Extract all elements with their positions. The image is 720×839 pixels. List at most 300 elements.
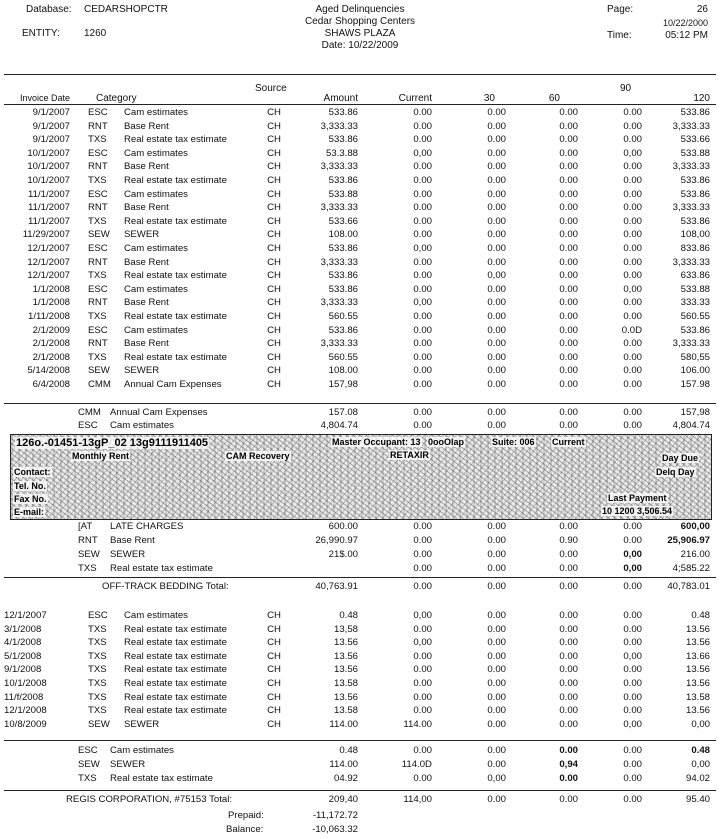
table-row bbox=[0, 243, 720, 256]
aging-120: 533.86 bbox=[680, 188, 710, 200]
current: 0,00 bbox=[413, 147, 432, 159]
table-row bbox=[0, 338, 720, 351]
current: 0.00 bbox=[413, 650, 432, 662]
current: 0.00 bbox=[413, 549, 432, 560]
col-90: 90 bbox=[620, 83, 632, 94]
source: CH bbox=[267, 229, 281, 241]
amount: 13.58 bbox=[333, 678, 358, 689]
aging-60: 0.00 bbox=[559, 283, 578, 295]
aging-90: 0.00 bbox=[623, 297, 642, 309]
aging-30: 0.00 bbox=[487, 678, 506, 689]
aging-90: 0.00 bbox=[623, 379, 642, 390]
amount: 13.56 bbox=[333, 637, 358, 649]
category-desc: Cam estimates bbox=[124, 610, 188, 621]
table-row bbox=[0, 624, 720, 637]
property-name: SHAWS PLAZA bbox=[324, 28, 396, 39]
scan-suite: Suite: 006 bbox=[492, 437, 535, 447]
category-code: RNT bbox=[88, 256, 108, 268]
current: 0.00 bbox=[413, 745, 432, 756]
table-row bbox=[0, 175, 720, 188]
invoice-date: 2/1/2008 bbox=[32, 351, 70, 363]
total-30: 0.00 bbox=[487, 581, 506, 592]
current: 0,00 bbox=[413, 610, 432, 621]
invoice-date: 11/29/2007 bbox=[22, 229, 70, 241]
amount: 533.86 bbox=[328, 283, 358, 295]
current: 0.00 bbox=[413, 623, 432, 635]
aging-30: 0.00 bbox=[487, 134, 506, 146]
col-category: Category bbox=[96, 93, 137, 104]
table-row bbox=[0, 352, 720, 365]
aging-90: 0,00 bbox=[623, 718, 642, 730]
header-divider bbox=[4, 74, 716, 75]
invoice-date: 1/11/2008 bbox=[28, 311, 70, 322]
table-row bbox=[0, 257, 720, 270]
category-code: SEW bbox=[78, 549, 100, 560]
aging-60: 0.00 bbox=[559, 175, 578, 186]
table-row bbox=[0, 202, 720, 215]
current: 0.00 bbox=[413, 664, 432, 676]
category-code: [AT bbox=[78, 521, 93, 532]
source: CH bbox=[267, 147, 281, 159]
source: CH bbox=[267, 718, 281, 730]
current: 0.00 bbox=[413, 420, 432, 431]
category-desc: Real estate tax estimate bbox=[124, 175, 227, 186]
category-desc: Base Rent bbox=[124, 256, 169, 268]
aging-60: 0.00 bbox=[559, 420, 578, 431]
aging-120: 4,804.74 bbox=[672, 420, 710, 431]
table-row bbox=[0, 379, 720, 392]
amount: 3,333.33 bbox=[320, 161, 358, 173]
page-label: Page: bbox=[607, 4, 634, 15]
total2-120: 95.40 bbox=[685, 794, 710, 805]
aging-120: 106.00 bbox=[680, 365, 710, 377]
entity-label: ENTITY: bbox=[22, 28, 60, 39]
aging-90: 0.00 bbox=[623, 229, 642, 241]
invoice-date: 6/4/2008 bbox=[32, 379, 70, 390]
category-desc: SEWER bbox=[124, 365, 160, 377]
scan-email: E-mail: bbox=[14, 507, 45, 517]
category-code: CMM bbox=[78, 407, 101, 418]
category-desc: Base Rent bbox=[124, 161, 169, 173]
aging-90: 0.00 bbox=[623, 407, 642, 418]
time-label: Time: bbox=[607, 30, 632, 41]
aging-120: 108,00 bbox=[680, 229, 710, 241]
amount: 26,990.97 bbox=[315, 535, 358, 546]
aging-120: 157,98 bbox=[680, 407, 710, 418]
source: CH bbox=[267, 202, 281, 214]
category-code: ESC bbox=[88, 610, 108, 621]
total2-current: 114,00 bbox=[403, 794, 432, 805]
total2-60: 0.00 bbox=[559, 794, 578, 805]
aging-30: 0.00 bbox=[487, 745, 506, 756]
aging-60: 0.00 bbox=[559, 549, 578, 560]
category-desc: Cam estimates bbox=[124, 243, 188, 254]
aging-60: 0.00 bbox=[559, 161, 578, 173]
amount: 533.88 bbox=[328, 188, 358, 200]
aging-120: 94.02 bbox=[685, 773, 710, 784]
category-desc: Real estate tax estimate bbox=[124, 351, 227, 363]
aging-120: 157.98 bbox=[680, 379, 710, 390]
aging-60: 0,94 bbox=[559, 759, 578, 770]
category-desc: Cam estimates bbox=[124, 283, 188, 295]
category-code: TXS bbox=[88, 623, 107, 635]
report-date: Date: 10/22/2009 bbox=[321, 40, 399, 51]
aging-90: 0.00 bbox=[623, 256, 642, 268]
table-row bbox=[0, 719, 720, 732]
amount: 560.55 bbox=[328, 351, 358, 363]
invoice-date: 11/1/2007 bbox=[28, 215, 70, 227]
current: 0.00 bbox=[413, 691, 432, 703]
total-120: 40,783.01 bbox=[667, 581, 710, 592]
table-row bbox=[0, 134, 720, 147]
aging-30: 0.00 bbox=[487, 107, 506, 118]
invoice-date: 10/1/2008 bbox=[4, 678, 47, 689]
amount: 533.86 bbox=[328, 270, 358, 282]
scanned-tenant-block bbox=[10, 434, 712, 520]
aging-60: 0.00 bbox=[559, 120, 578, 132]
page-number: 26 bbox=[696, 4, 708, 15]
entity-value: 1260 bbox=[84, 28, 107, 39]
aging-30: 0.00 bbox=[487, 637, 506, 649]
aging-60: 0.00 bbox=[559, 610, 578, 621]
source: CH bbox=[267, 161, 281, 173]
invoice-date: 9/1/2008 bbox=[4, 664, 42, 676]
current: 0.00 bbox=[413, 120, 432, 132]
current: 0.00 bbox=[413, 202, 432, 214]
aging-120: 3,333.33 bbox=[672, 338, 710, 350]
aging-60: 0.00 bbox=[559, 623, 578, 635]
invoice-date: 10/8/2009 bbox=[4, 718, 47, 730]
category-code: ESC bbox=[78, 745, 98, 756]
category-desc: Cam estimates bbox=[110, 420, 174, 431]
current: 0.00 bbox=[413, 705, 432, 717]
source: CH bbox=[267, 107, 281, 118]
category-desc: Real estate tax estimate bbox=[124, 650, 227, 662]
current: 0.00 bbox=[413, 134, 432, 146]
source: CH bbox=[267, 283, 281, 295]
aging-120: 13.56 bbox=[685, 705, 710, 717]
amount: 21$.00 bbox=[328, 549, 358, 560]
aging-60: 0.00 bbox=[559, 188, 578, 200]
aging-60: 0.00 bbox=[559, 243, 578, 254]
aging-90: 0.00 bbox=[623, 338, 642, 350]
aging-60: 0.00 bbox=[559, 637, 578, 649]
aging-30: 0,00 bbox=[487, 773, 506, 784]
invoice-date: 10/1/2007 bbox=[27, 161, 70, 173]
amount: 53.3.88 bbox=[325, 147, 358, 159]
summary-row bbox=[0, 759, 720, 772]
aging-60: 0.00 bbox=[559, 311, 578, 322]
amount: 0.48 bbox=[339, 610, 358, 621]
balance-value: -10,063.32 bbox=[312, 824, 358, 835]
current: 0.00 bbox=[413, 175, 432, 186]
aging-60: 0.00 bbox=[559, 678, 578, 689]
invoice-date: 12/1/2007 bbox=[27, 256, 70, 268]
category-desc: SEWER bbox=[110, 549, 146, 560]
table-row bbox=[0, 325, 720, 338]
aging-90: 0.00 bbox=[623, 270, 642, 282]
aging-120: 4;585.22 bbox=[672, 563, 710, 574]
current: 114.00 bbox=[403, 718, 432, 730]
aging-30: 0.00 bbox=[487, 664, 506, 676]
scan-last-payment-value: 10 1200 3,506.54 bbox=[602, 506, 673, 516]
current: 0.00 bbox=[413, 311, 432, 322]
category-code: TXS bbox=[88, 650, 107, 662]
category-desc: Real estate tax estimate bbox=[124, 270, 227, 282]
invoice-date: 9/1/2007 bbox=[32, 120, 70, 132]
aging-60: 0.00 bbox=[559, 650, 578, 662]
category-code: SEW bbox=[88, 365, 110, 377]
col-30: 30 bbox=[483, 93, 495, 104]
company-name: Cedar Shopping Centers bbox=[304, 16, 416, 27]
aging-90: 0,00 bbox=[623, 147, 642, 159]
source: CH bbox=[267, 311, 281, 322]
table-row bbox=[0, 270, 720, 283]
amount: 3,333.33 bbox=[320, 338, 358, 350]
source: CH bbox=[267, 188, 281, 200]
col-60: 60 bbox=[548, 93, 560, 104]
scan-current: Current bbox=[552, 437, 585, 447]
aging-120: 600,00 bbox=[680, 521, 710, 532]
category-code: ESC bbox=[88, 324, 108, 336]
table-row bbox=[0, 678, 720, 691]
amount: 533.86 bbox=[328, 134, 358, 146]
table-row bbox=[0, 637, 720, 650]
aging-90: 0.00 bbox=[623, 243, 642, 254]
col-current: Current bbox=[398, 93, 432, 104]
table-row bbox=[0, 297, 720, 310]
aging-30: 0.00 bbox=[487, 365, 506, 377]
current: 0.00 bbox=[413, 773, 432, 784]
aging-60: 0.00 bbox=[559, 521, 578, 532]
current: 0.00 bbox=[413, 379, 432, 390]
source: CH bbox=[267, 623, 281, 635]
section1-total-divider bbox=[4, 577, 716, 578]
aging-90: 0.00 bbox=[623, 188, 642, 200]
summary-row bbox=[0, 549, 720, 562]
source: CH bbox=[267, 243, 281, 254]
table-row bbox=[0, 311, 720, 324]
aging-60: 0.00 bbox=[559, 664, 578, 676]
category-desc: Cam estimates bbox=[124, 147, 188, 159]
category-code: TXS bbox=[88, 664, 107, 676]
current: 114.0D bbox=[401, 759, 432, 770]
aging-120: 13.56 bbox=[685, 678, 710, 689]
scan-fax: Fax No. bbox=[14, 494, 47, 504]
aging-30: 0.00 bbox=[487, 188, 506, 200]
source: CH bbox=[267, 637, 281, 649]
category-desc: Real estate tax estimate bbox=[124, 623, 227, 635]
invoice-date: 9/1/2007 bbox=[32, 107, 70, 118]
category-desc: Real estate tax estimate bbox=[110, 773, 213, 784]
aging-60: 0.00 bbox=[559, 745, 578, 756]
current: 0,00 bbox=[413, 297, 432, 309]
table-row bbox=[0, 365, 720, 378]
aging-120: 580,55 bbox=[680, 351, 710, 363]
aging-60: 0.00 bbox=[559, 338, 578, 350]
col-amount: Amount bbox=[323, 93, 358, 104]
source: CH bbox=[267, 691, 281, 703]
aging-90: 0.00 bbox=[623, 691, 642, 703]
category-desc: SEWER bbox=[124, 229, 160, 241]
source: CH bbox=[267, 175, 281, 186]
scan-last-payment: Last Payment bbox=[608, 493, 667, 503]
current: 0.00 bbox=[413, 270, 432, 282]
col-invoice-date: Invoice Date bbox=[20, 93, 71, 103]
aging-120: 3,333.33 bbox=[672, 256, 710, 268]
invoice-date: 2/1/2008 bbox=[32, 338, 70, 350]
amount: 157,98 bbox=[328, 379, 358, 390]
category-desc: Cam estimates bbox=[124, 324, 188, 336]
aging-30: 0.00 bbox=[487, 351, 506, 363]
category-code: RNT bbox=[88, 338, 108, 350]
aging-30: 0.00 bbox=[487, 407, 506, 418]
aging-60: 0.00 bbox=[559, 202, 578, 214]
total-60: 0.00 bbox=[559, 581, 578, 592]
invoice-date: 1/1/2008 bbox=[32, 283, 70, 295]
invoice-date: 2/1/2009 bbox=[32, 324, 70, 336]
aging-30: 0.00 bbox=[487, 535, 506, 546]
aging-120: 533.86 bbox=[680, 175, 710, 186]
scan-tenant-code: 126o.-01451-13gP_02 13g9111911405 bbox=[16, 437, 209, 449]
invoice-date: 10/1/2007 bbox=[27, 175, 70, 186]
category-desc: Cam estimates bbox=[124, 107, 188, 118]
category-code: TXS bbox=[78, 773, 97, 784]
aging-90: 0.00 bbox=[623, 365, 642, 377]
total-current: 0.00 bbox=[413, 581, 432, 592]
aging-60: 0.00 bbox=[559, 324, 578, 336]
source: CH bbox=[267, 678, 281, 689]
source: CH bbox=[267, 215, 281, 227]
aging-30: 0.00 bbox=[487, 229, 506, 241]
aging-90: 0.00 bbox=[623, 202, 642, 214]
invoice-date: 10/1/2007 bbox=[27, 147, 70, 159]
invoice-date: 4/1/2008 bbox=[4, 637, 42, 649]
aging-60: 0.00 bbox=[559, 718, 578, 730]
aging-90: 0.00 bbox=[623, 610, 642, 621]
aging-60: 0.00 bbox=[559, 351, 578, 363]
aging-60: 0.00 bbox=[559, 134, 578, 146]
summary-row bbox=[0, 535, 720, 548]
category-desc: Real estate tax estimate bbox=[124, 691, 227, 703]
amount: 108.00 bbox=[328, 229, 358, 241]
category-code: TXS bbox=[88, 215, 107, 227]
amount: 560.55 bbox=[328, 311, 358, 322]
category-code: SEW bbox=[88, 718, 110, 730]
col-120: 120 bbox=[693, 93, 710, 104]
aging-120: 0,00 bbox=[691, 759, 710, 770]
scan-cam-recovery: CAM Recovery bbox=[226, 451, 290, 461]
aging-30: 0.00 bbox=[487, 147, 506, 159]
amount: 157.08 bbox=[328, 407, 358, 418]
category-code: RNT bbox=[78, 535, 98, 546]
aging-30: 0.00 bbox=[487, 379, 506, 390]
amount: 3,333.33 bbox=[320, 120, 358, 132]
category-code: TXS bbox=[78, 563, 97, 574]
invoice-date: 12/1/2007 bbox=[4, 610, 47, 621]
category-desc: Annual Cam Expenses bbox=[124, 379, 222, 390]
section1-total-row bbox=[0, 581, 720, 594]
current: 0.00 bbox=[413, 188, 432, 200]
amount: 533.66 bbox=[328, 215, 358, 227]
category-code: ESC bbox=[88, 188, 108, 200]
amount: 533.86 bbox=[328, 243, 358, 254]
scan-contact: Contact: bbox=[14, 467, 51, 477]
current: 0.00 bbox=[413, 283, 432, 295]
current: 0.00 bbox=[413, 521, 432, 532]
category-code: TXS bbox=[88, 134, 107, 146]
current: 0.00 bbox=[413, 351, 432, 363]
aging-60: 0.00 bbox=[559, 773, 578, 784]
amount: 0.48 bbox=[339, 745, 358, 756]
section1-divider bbox=[4, 403, 716, 404]
table-row bbox=[0, 161, 720, 174]
aging-30: 0.00 bbox=[487, 705, 506, 717]
invoice-date: 1/1/2008 bbox=[32, 297, 70, 309]
aging-120: 533.86 bbox=[680, 215, 710, 227]
table-row bbox=[0, 651, 720, 664]
aging-120: 0,00 bbox=[691, 718, 710, 730]
amount: 3,333.33 bbox=[320, 297, 358, 309]
aging-30: 0.00 bbox=[487, 311, 506, 322]
aging-120: 533.86 bbox=[680, 324, 710, 336]
total-90: 0.00 bbox=[623, 581, 642, 592]
category-code: SEW bbox=[88, 229, 110, 241]
current: 0.00 bbox=[413, 365, 432, 377]
source: CH bbox=[267, 120, 281, 132]
aging-30: 0.00 bbox=[487, 691, 506, 703]
amount: 13.58 bbox=[333, 705, 358, 717]
current: 0.00 bbox=[413, 407, 432, 418]
current: 0.00 bbox=[413, 678, 432, 689]
aging-60: 0.00 bbox=[559, 407, 578, 418]
scan-retaxir: RETAXIR bbox=[390, 450, 429, 460]
aging-90: 0.00 bbox=[623, 120, 642, 132]
aging-120: 13.56 bbox=[685, 623, 710, 635]
current: 0.00 bbox=[413, 563, 432, 574]
amount: 04.92 bbox=[333, 773, 358, 784]
amount: 13.56 bbox=[333, 664, 358, 676]
aging-30: 0.00 bbox=[487, 243, 506, 254]
total2-amount: 209,40 bbox=[328, 794, 358, 805]
amount: 108.00 bbox=[328, 365, 358, 377]
category-desc: Real estate tax estimate bbox=[124, 678, 227, 689]
source: CH bbox=[267, 664, 281, 676]
current: 0.00 bbox=[413, 229, 432, 241]
invoice-date: 11/1/2007 bbox=[28, 202, 70, 214]
invoice-date: 3/1/2008 bbox=[4, 623, 42, 635]
aging-120: 13.56 bbox=[685, 637, 710, 649]
category-desc: Real estate tax estimate bbox=[124, 215, 227, 227]
invoice-date: 5/14/2008 bbox=[27, 365, 70, 377]
current: 0.00 bbox=[413, 535, 432, 546]
aging-120: 3,333.33 bbox=[672, 202, 710, 214]
invoice-date: 11/1/2007 bbox=[28, 188, 70, 200]
aging-90: 0,00 bbox=[623, 549, 642, 560]
category-code: ESC bbox=[78, 420, 98, 431]
aging-90: 0.00 bbox=[623, 161, 642, 173]
source: CH bbox=[267, 705, 281, 717]
current: 0.00 bbox=[413, 215, 432, 227]
aging-30: 0.00 bbox=[487, 256, 506, 268]
aging-90: 0.00 bbox=[623, 664, 642, 676]
source: CH bbox=[267, 610, 281, 621]
aging-30: 0.00 bbox=[487, 215, 506, 227]
aging-90: 0.00 bbox=[623, 107, 642, 118]
aging-60: 0.00 bbox=[559, 705, 578, 717]
amount: 114.00 bbox=[329, 759, 358, 770]
aging-90: 0.00 bbox=[623, 420, 642, 431]
